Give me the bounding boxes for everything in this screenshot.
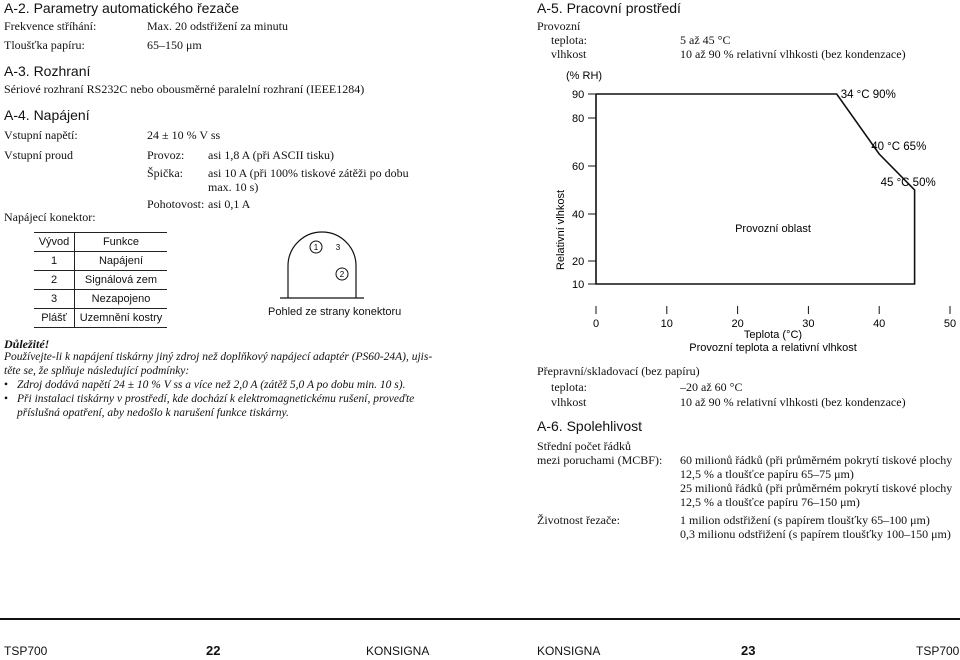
input-current-label: Vstupní proud	[4, 148, 73, 162]
pin-table	[34, 232, 167, 328]
y-tick-label: 60	[572, 161, 585, 173]
x-tick-label: 50	[943, 318, 956, 330]
operating-hum-value: 10 až 90 % relativní vlhkosti (bez kondenzace)	[680, 47, 906, 61]
cut-frequency-label: Frekvence stříhání:	[4, 19, 97, 33]
pin-cell: 2	[34, 271, 75, 290]
operating-group-label: Provozní	[537, 19, 581, 33]
mcbf-label-line1: Střední počet řádků	[537, 439, 631, 453]
section-a2-title: A-2. Parametry automatického řezače	[4, 0, 239, 16]
chart-title: Provozní teplota a relativní vlhkost	[689, 342, 857, 354]
peak-value-line1: asi 10 A (při 100% tiskové zátěži po dobu	[208, 166, 409, 180]
pin-cell: 1	[34, 252, 75, 271]
table-row	[34, 252, 167, 271]
bullet-2-line1: Při instalaci tiskárny v prostředí, kde dochází k elektromagnetickému rušení, proveďte	[17, 393, 415, 405]
mcbf-value-2a: 25 milionů řádků (při průměrném pokrytí tiskové plochy	[680, 481, 953, 495]
connector-diagram	[280, 226, 364, 306]
footer-right-title: KONSIGNA	[537, 644, 601, 658]
pin-cell: Plášť	[34, 309, 75, 328]
pin-cell: 3	[34, 290, 75, 309]
storage-hum-label: vlhkost	[551, 395, 587, 409]
interface-text: Sériové rozhraní RS232C nebo obousměrné paralelní rozhraní (IEEE1284)	[4, 82, 365, 96]
peak-value-line2: max. 10 s)	[208, 180, 259, 194]
storage-temp-value: –20 až 60 °C	[680, 380, 743, 394]
mcbf-value-2b: 12,5 % a tloušťce papíru 76–150 μm)	[680, 495, 860, 509]
connector-pin-2: 2	[339, 270, 345, 279]
cutter-life-1: 1 milion odstřižení (s papírem tloušťky 65–100 μm)	[680, 513, 930, 527]
operating-hum-label: vlhkost	[551, 47, 587, 61]
section-a3-title: A-3. Rozhraní	[4, 63, 91, 79]
function-cell: Signálová zem	[75, 271, 168, 290]
footer-left-brand: TSP700	[4, 644, 48, 658]
bullet-2-line2: příslušná opatření, aby nedošlo k narušení funkce tiskárny.	[17, 407, 289, 419]
chart-axes	[572, 89, 956, 330]
y-tick-label: 90	[572, 89, 585, 101]
important-title: Důležité!	[4, 337, 50, 351]
x-tick-label: 30	[802, 318, 815, 330]
section-a5-title: A-5. Pracovní prostředí	[537, 0, 681, 16]
x-tick-label: 10	[660, 318, 673, 330]
input-voltage-value: 24 ± 10 % V ss	[147, 128, 221, 142]
x-tick-label: 0	[592, 318, 600, 330]
operating-temp-value: 5 až 45 °C	[680, 33, 731, 47]
connector-caption: Pohled ze strany konektoru	[268, 306, 402, 318]
mcbf-value-1b: 12,5 % a tloušťce papíru 65–75 μm)	[680, 467, 854, 481]
operating-area-outline	[596, 94, 915, 284]
y-tick-label: 20	[572, 256, 585, 268]
bullet-icon: •	[4, 379, 9, 391]
cutter-life-label: Životnost řezače:	[537, 513, 620, 527]
function-cell: Napájení	[75, 252, 168, 271]
chart-annotation: 45 °C 50%	[880, 177, 936, 189]
chart-annotation: 34 °C 90%	[840, 89, 896, 101]
bullet-1-line1: Zdroj dodává napětí 24 ± 10 % V ss a více než 2,0 A (zátěž 5,0 A po dobu min. 10 s).	[17, 379, 406, 391]
section-a4-title: A-4. Napájení	[4, 107, 90, 123]
mcbf-label-line2: mezi poruchami (MCBF):	[537, 453, 663, 467]
bullet-icon: •	[4, 393, 9, 405]
table-row	[34, 309, 167, 328]
input-voltage-label: Vstupní napětí:	[4, 128, 78, 142]
y-tick-label: 10	[572, 279, 585, 291]
x-tick-label: 40	[873, 318, 886, 330]
pin-header: Vývod	[34, 233, 75, 252]
chart-annotation: 40 °C 65%	[871, 141, 927, 153]
storage-group-label: Přepravní/skladovací (bez papíru)	[537, 364, 700, 378]
operation-label: Provoz:	[147, 148, 185, 162]
function-header: Funkce	[75, 233, 168, 252]
storage-hum-value: 10 až 90 % relativní vlhkosti (bez kondenzace)	[680, 395, 906, 409]
footer-right-brand: TSP700	[916, 644, 960, 658]
paper-thickness-value: 65–150 μm	[147, 38, 202, 52]
function-cell: Uzemnění kostry	[75, 309, 168, 328]
chart-x-label: Teplota (°C)	[743, 329, 803, 341]
table-row	[34, 271, 167, 290]
connector-label: Napájecí konektor:	[4, 210, 96, 224]
table-row	[34, 290, 167, 309]
section-a6-title: A-6. Spolehlivost	[537, 418, 643, 434]
footer-left-page: 22	[206, 643, 221, 658]
peak-label: Špička:	[147, 166, 183, 180]
footer-left-title: KONSIGNA	[366, 644, 430, 658]
y-tick-label: 80	[572, 113, 585, 125]
storage-temp-label: teplota:	[551, 380, 587, 394]
cut-frequency-value: Max. 20 odstřižení za minutu	[147, 19, 288, 33]
standby-value: asi 0,1 A	[208, 197, 251, 211]
connector-pin-1: 1	[313, 243, 319, 252]
y-tick-label: 40	[572, 209, 585, 221]
important-line1: Používejte-li k napájení tiskárny jiný zdroj než doplňkový napájecí adaptér (PS60-24A), ujis-	[4, 351, 433, 363]
important-line2: těte se, že splňuje následující podmínky:	[4, 365, 190, 377]
chart-y-unit: (% RH)	[566, 70, 603, 82]
footer-divider	[0, 618, 960, 620]
chart-series	[596, 89, 936, 284]
chart-region-label: Provozní oblast	[735, 223, 811, 235]
standby-label: Pohotovost:	[147, 197, 205, 211]
connector-pin-3: 3	[335, 243, 341, 252]
footer-right-page: 23	[741, 643, 756, 658]
x-tick-label: 20	[731, 318, 744, 330]
operation-value: asi 1,8 A (při ASCII tisku)	[208, 148, 335, 162]
environment-chart	[536, 62, 956, 357]
paper-thickness-label: Tloušťka papíru:	[4, 38, 85, 52]
pin-table-header	[34, 233, 167, 252]
operating-temp-label: teplota:	[551, 33, 587, 47]
cutter-life-2: 0,3 milionu odstřižení (s papírem tloušťky 100–150 μm)	[680, 527, 951, 541]
function-cell: Nezapojeno	[75, 290, 168, 309]
chart-y-label: Relativní vlhkost	[555, 189, 567, 271]
mcbf-value-1a: 60 milionů řádků (při průměrném pokrytí tiskové plochy	[680, 453, 953, 467]
